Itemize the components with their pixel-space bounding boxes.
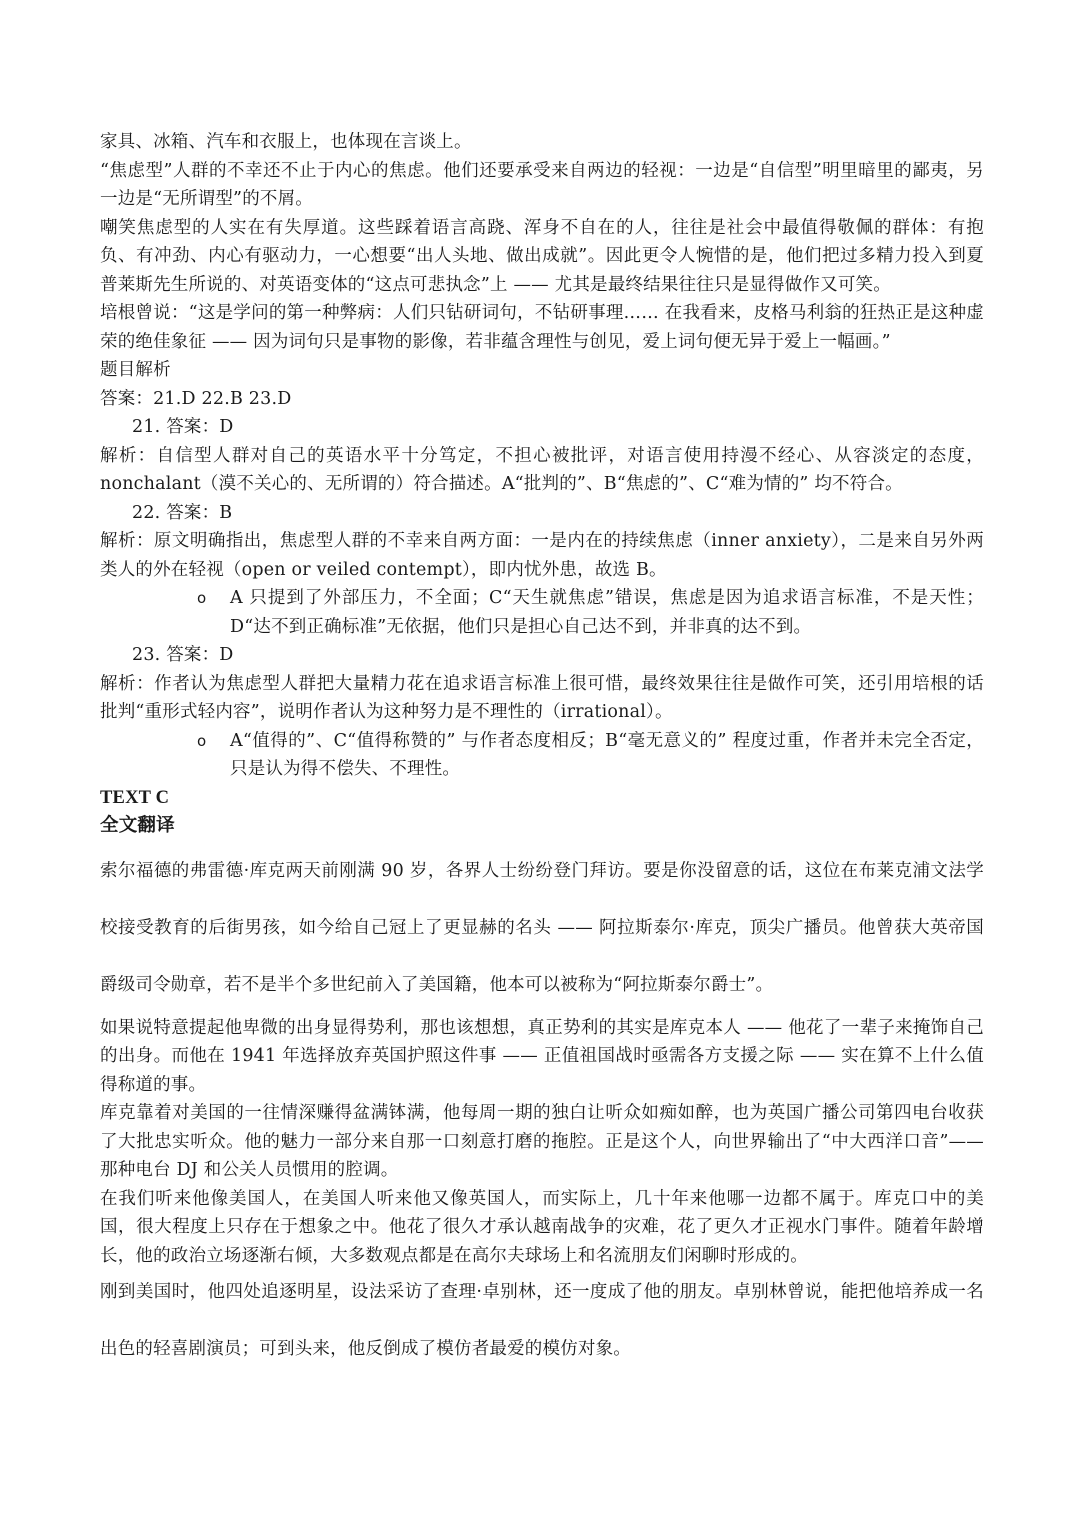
text-c-heading: TEXT C (100, 787, 170, 808)
q22-bullet-text: A 只提到了外部压力，不全面；C“天生就焦虑”错误，焦虑是因为追求语言标准，不是天性；D“达不到正确标准”无依据，他们只是担心自己达不到，并非真的达不到。 (230, 588, 984, 637)
q22-answer: 22. 答案：B (132, 502, 233, 523)
paragraph: “焦虑型”人群的不幸还不止于内心的焦虑。他们还要承受来自两边的轻视：一边是“自信型”明里暗里的鄙夷，另一边是“无所谓型”的不屑。 (100, 160, 984, 209)
q23-bullet-text: A“值得的”、C“值得称赞的” 与作者态度相反；B“毫无意义的” 程度过重，作者并未完全否定，只是认为得不偿失、不理性。 (230, 730, 984, 779)
q21-answer: 21. 答案：D (132, 417, 234, 437)
text-c-paragraph-4: 在我们听来他像美国人，在美国人听来他又像英国人，而实际上，几十年来他哪一边都不属于。库克口中的美国，很大程度上只存在于想象之中。他花了很久才承认越南战争的灾难，花了更久才正视水门事件。随着年龄增长，他的政治立场逐渐右倾，大多数观点都是在高尔夫球场上和名流朋友们闲聊时形成的。 (100, 1188, 984, 1266)
text-c-paragraph-2: 如果说特意提起他卑微的出身显得势利，那也该想想，真正势利的其实是库克本人 —— 他花了一辈子来掩饰自己的出身。而他在 1941 年选择放弃英国护照这件事 —— 正值祖国战时亟需各方支援之际 —— 实在算不上什么值得称道的事。 (100, 1017, 984, 1095)
q22-bullet-item (100, 584, 984, 641)
section-label-question-analysis: 题目解析 (100, 360, 171, 380)
text-c-paragraph-5: 刚到美国时，他四处追逐明星，设法采访了查理·卓别林，还一度成了他的朋友。卓别林曾说，能把他培养成一名出色的轻喜剧演员；可到头来，他反倒成了模仿者最爱的模仿对象。 (100, 1282, 984, 1359)
text-c-paragraph-3: 库克靠着对美国的一往情深赚得盆满钵满，他每周一期的独白让听众如痴如醉，也为英国广播公司第四电台收获了大批忠实听众。他的魅力一部分来自那一口刻意打磨的拖腔。正是这个人，向世界输出了“中大西洋口音”—— 那种电台 DJ 和公关人员惯用的腔调。 (100, 1103, 984, 1180)
q23-answer: 23. 答案：D (132, 645, 234, 665)
q23-bullet-item (100, 727, 984, 784)
paragraph: 嘲笑焦虑型的人实在有失厚道。这些踩着语言高跷、浑身不自在的人，往往是社会中最值得敬佩的群体：有抱负、有冲劲、内心有驱动力，一心想要“出人头地、做出成就”。因此更令人惋惜的是，他们把过多精力投入到夏普莱斯先生所说的、对英语变体的“这点可悲执念”上 —— 尤其是最终结果往往只是显得做作又可笑。 (100, 217, 984, 295)
bullet-icon: o (197, 731, 207, 750)
text-c-paragraph-1: 索尔福德的弗雷德·库克两天前刚满 90 岁，各界人士纷纷登门拜访。要是你没留意的话，这位在布莱克浦文法学校接受教育的后街男孩，如今给自己冠上了更显赫的名头 —— 阿拉斯泰尔·库克，顶尖广播员。他曾获大英帝国爵级司令勋章，若不是半个多世纪前入了美国籍，他本可以被称为“阿拉斯泰尔爵士”。 (100, 860, 984, 995)
q23-analysis: 解析：作者认为焦虑型人群把大量精力花在追求语言标准上很可惜，最终效果往往是做作可笑，还引用培根的话批判“重形式轻内容”，说明作者认为这种努力是不理性的（irrational）。 (100, 673, 984, 722)
bullet-icon: o (197, 589, 207, 607)
answer-key: 答案：21.D 22.B 23.D (100, 388, 292, 409)
document-page (100, 128, 984, 1378)
full-translation-heading: 全文翻译 (100, 815, 175, 836)
bacon-quote-paragraph: 培根曾说：“这是学问的第一种弊病：人们只钻研词句，不钻研事理…… 在我看来，皮格马利翁的狂热正是这种虚荣的绝佳象征 —— 因为词句只是事物的影像，若非蕴含理性与创见，爱上词句便无异于爱上一幅画。” (100, 303, 984, 352)
q22-analysis: 解析：原文明确指出，焦虑型人群的不幸来自两方面：一是内在的持续焦虑（inner anxiety），二是来自另外两类人的外在轻视（open or veiled contempt），即内忧外患，故选 B。 (100, 531, 984, 580)
paragraph: 家具、冰箱、汽车和衣服上，也体现在言谈上。 (100, 132, 472, 152)
q21-analysis: 解析：自信型人群对自己的英语水平十分笃定，不担心被批评，对语言使用持漫不经心、从容淡定的态度，nonchalant（漠不关心的、无所谓的）符合描述。A“批判的”、B“焦虑的”、C“难为情的” 均不符合。 (100, 445, 984, 494)
